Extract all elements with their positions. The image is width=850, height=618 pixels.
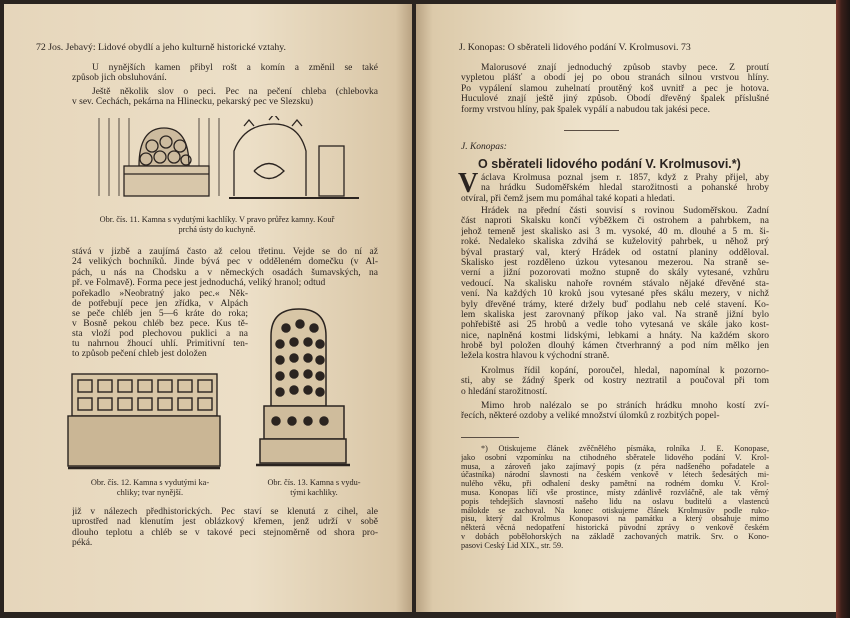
text-line: Po vypálení slamou zuhelnatí proutěný koš uvnitř a pec je hotova. bbox=[461, 83, 769, 94]
text-line: U nynějších kamen přibyl rošt a komín a změnil se také bbox=[92, 63, 378, 73]
text-line: dlouho teplotu a chléb se v takové peci stejnoměrně od shora pro- bbox=[72, 527, 378, 538]
text-line: nice, naplněná kostmi lidskými, lebkami a hnáty. Na každém skoro bbox=[461, 330, 769, 341]
text-line: Obr. čís. 11. Kamna s vydutými kachlíky. V pravo průřez kamny. Kouř bbox=[99, 215, 335, 224]
figure-12-stove-illustration bbox=[64, 372, 224, 472]
text-line: Ještě několik slov o peci. Pec na pečení chleba (chlebovka bbox=[92, 87, 378, 97]
text-line: uprostřed nad klenutím jest oblázkový křemen, jenž udrží v sobě bbox=[72, 517, 378, 528]
paragraph bbox=[461, 206, 769, 362]
text-line: lem skaliska jest zarovnaný příkop jako val. Na straně jižní bylo bbox=[461, 309, 769, 320]
article-author: J. Konopas: bbox=[461, 142, 507, 152]
left-page bbox=[4, 4, 412, 612]
section-divider bbox=[564, 130, 619, 131]
paragraph bbox=[461, 63, 769, 115]
text-line: sti, aby se žádný šperk od kostry neztratil a poučoval při tom bbox=[461, 376, 769, 387]
text-line: musa, a zároveň jako zajímavý popis (z péra nadšeného pořadatele a bbox=[461, 462, 769, 471]
text-line: v dobách pobělohorských na základě zachovaných matrik. Srv. o Kono- bbox=[461, 532, 769, 541]
paragraph bbox=[72, 247, 378, 289]
text-line: jehož temeně jest skalisko asi 3 m. vysoké, 40 m. dlouhé a 5 m. ši- bbox=[461, 226, 769, 237]
drop-cap: V bbox=[458, 168, 479, 199]
text-line: již v nálezech předhistorických. Pec staví se klenutá z cihel, ale bbox=[72, 507, 378, 517]
paragraph bbox=[461, 366, 769, 397]
text-line: Hrádek na přední části souvisí s rovinou Sudoměřskou. Zadní bbox=[481, 206, 769, 216]
text-line: způsob jich obsluhování. bbox=[72, 73, 167, 84]
text-line: býval prastarý val, který Hrádek od ostatní planiny odděloval. bbox=[461, 247, 769, 258]
text-line: vypletou plášť a obodí jej po obou stranách silnou vrstvou hlíny. bbox=[461, 73, 769, 84]
text-line: pasovi Český Lid XIX., str. 59. bbox=[461, 541, 564, 550]
text-line: nulého věku, při odhalení desky pamětní na rodném domku V. Krol- bbox=[461, 480, 769, 489]
text-line: stává v jizbě a zaujímá často až celou třetinu. Vejde se do ní až bbox=[72, 247, 378, 257]
text-line: málokde se zachoval. Na konec otiskujeme článek Krolmusův podle ruko- bbox=[461, 506, 769, 515]
text-line: pohřebiště asi 25 hrobů a vedle toho vytesaná ve skále jako kost- bbox=[461, 320, 769, 331]
text-line: Malorusové znají jednoduchý způsob stavby pece. Z proutí bbox=[481, 63, 769, 73]
text-line: Mimo hrob nalézalo se po stráních hrádku mnoho kostí zví- bbox=[481, 401, 769, 411]
opening-paragraph bbox=[461, 173, 769, 204]
text-line: 24 velikých bochníků. Jinde bývá pec v odděleném domečku (v Al- bbox=[72, 257, 378, 268]
text-line: sta vloží pod plechovou puklici a na bbox=[72, 329, 248, 339]
text-line: byly dřevěné trámy, které držely buď podlahu neb celé stavení. Ko- bbox=[461, 299, 769, 310]
figure-11-caption bbox=[54, 215, 380, 235]
footnote-divider bbox=[461, 437, 519, 438]
paragraph bbox=[461, 401, 769, 422]
text-line: Huculové znají ještě jiný způsob. Obodí dřevěný špalek příslušné bbox=[461, 94, 769, 105]
running-header-left: 72 Jos. Jebavý: Lidové obydlí a jeho kulturně historické vztahy. bbox=[36, 42, 286, 53]
text-line: tu nahrnou žhoucí uhlí. Primitivní ten- bbox=[72, 339, 248, 349]
text-line: to způsob pečení chleb jest doložen bbox=[72, 349, 207, 359]
book-edge bbox=[836, 0, 850, 618]
article-title: O sběrateli lidového podání V. Krolmusovi.*) bbox=[478, 157, 741, 171]
text-line: na hrádku Sudoměřském hledal starožitnosti a pohanské hroby bbox=[481, 183, 769, 194]
paragraph-narrow bbox=[72, 289, 248, 359]
text-line: pách, u nás na Chodsku a v německých osadách šumavských, na bbox=[72, 267, 378, 278]
text-line: péká. bbox=[72, 538, 93, 549]
text-line: chliky; tvar nynější. bbox=[116, 488, 184, 497]
text-line: pisu, který dal Krolmus Konopasovi na památku a který obsahuje mimo bbox=[461, 515, 769, 524]
paragraph bbox=[72, 507, 378, 549]
paragraph bbox=[72, 87, 378, 108]
text-line: áclava Krolmusa poznal jsem r. 1857, když z Prahy přijel, aby bbox=[481, 173, 769, 183]
figure-13-tall-stove-illustration bbox=[256, 306, 351, 468]
figure-12-caption bbox=[62, 478, 238, 498]
text-line: formy vrstvou hlíny, pak špalek vypálí a nabudou tak jakési pece. bbox=[461, 104, 710, 115]
text-line: ležela kostra hlavou k východní straně. bbox=[461, 351, 610, 362]
text-line: hrobě byl položen dlouhý kámen čtverhranný a pod ním mělko jen bbox=[461, 341, 769, 352]
text-line: tými kachliky. bbox=[290, 488, 338, 497]
text-line: roké. Nedaleko skaliska zdvihá se kuželovitý pahrbek, u něhož prý bbox=[461, 237, 769, 248]
text-line: otvíral, při čemž jsem mu pomáhal také kopati a hledati. bbox=[461, 193, 675, 204]
footnote bbox=[461, 445, 769, 551]
text-line: v Bosně pekou chléb bez pece. Kus tě- bbox=[72, 319, 248, 329]
text-line: se peče chléb jen 5—6 kráte do roka; bbox=[72, 309, 248, 319]
text-line: účastníka) národní slavnosti na českém venkově v létech šedesátých mi- bbox=[461, 471, 769, 480]
text-line: verní a jižní pozorovati možno stupně do skály vytesané, vzhůru bbox=[461, 268, 769, 279]
text-line: řecích, některé ozdoby a veliké množství úlomků z rozbitých popel- bbox=[461, 411, 720, 422]
figure-13-caption bbox=[246, 478, 382, 498]
text-line: vedoucí. Na skalisku nahoře rovném stávalo nějaké dřevěné sta- bbox=[461, 278, 769, 289]
text-line: popis tehdejších slavností našeho lidu na oslavu buditelů a vlastenců bbox=[461, 497, 769, 506]
right-page bbox=[416, 4, 836, 612]
text-line: Krolmus řídil kopání, poroučel, hledal, napomínal k pozorno- bbox=[481, 366, 769, 376]
text-line: př. ve Folmavě). Forma pece jest jednoduchá, veliký hranol; odtud bbox=[72, 278, 326, 289]
text-line: musa. Konopas líčí vše prostince, místy zdánlivě rozvláčně, ale tak věrný bbox=[461, 488, 769, 497]
text-line: de potřebují pece jen zřídka, v Alpách bbox=[72, 299, 248, 309]
running-header-right: J. Konopas: O sběrateli lidového podání V. Krolmusovi. 73 bbox=[459, 42, 691, 53]
paragraph bbox=[72, 63, 378, 84]
text-line: vení. Na každých 10 kroků jsou vytesané přes skálu mezery, v nichž bbox=[461, 289, 769, 300]
text-line: některá věcná nedopatření historická původní zprávy o venkově českém bbox=[461, 524, 769, 533]
text-line: Skalisko jest rozděleno úzkou vytesanou mezerou. Na straně se- bbox=[461, 257, 769, 268]
text-line: *) Otiskujeme článek zvěčnělého písmáka, rolníka J. E. Konopase, bbox=[481, 445, 769, 453]
text-line: o hledání starožitností. bbox=[461, 386, 548, 397]
text-line: v sev. Čechách, pekárna na Hlinecku, pekarský pec ve Slezsku) bbox=[72, 97, 314, 108]
text-line: prchá ústy do kuchyně. bbox=[178, 225, 256, 234]
text-line: pořekadlo »Neobratný jako pec.« Něk- bbox=[72, 289, 248, 299]
figure-11-stove-illustration bbox=[94, 116, 364, 210]
text-line: jako osobní vzpomínku na ctihodného sběratele lidového podání V. Krol- bbox=[461, 453, 769, 462]
text-line: část naproti Skalsku končí výběžkem či ostrohem a pahrbkem, na bbox=[461, 216, 769, 227]
text-line: Obr. čís. 12. Kamna s vydutými ka- bbox=[90, 478, 210, 487]
text-line: Obr. čís. 13. Kamna s vydu- bbox=[267, 478, 361, 487]
